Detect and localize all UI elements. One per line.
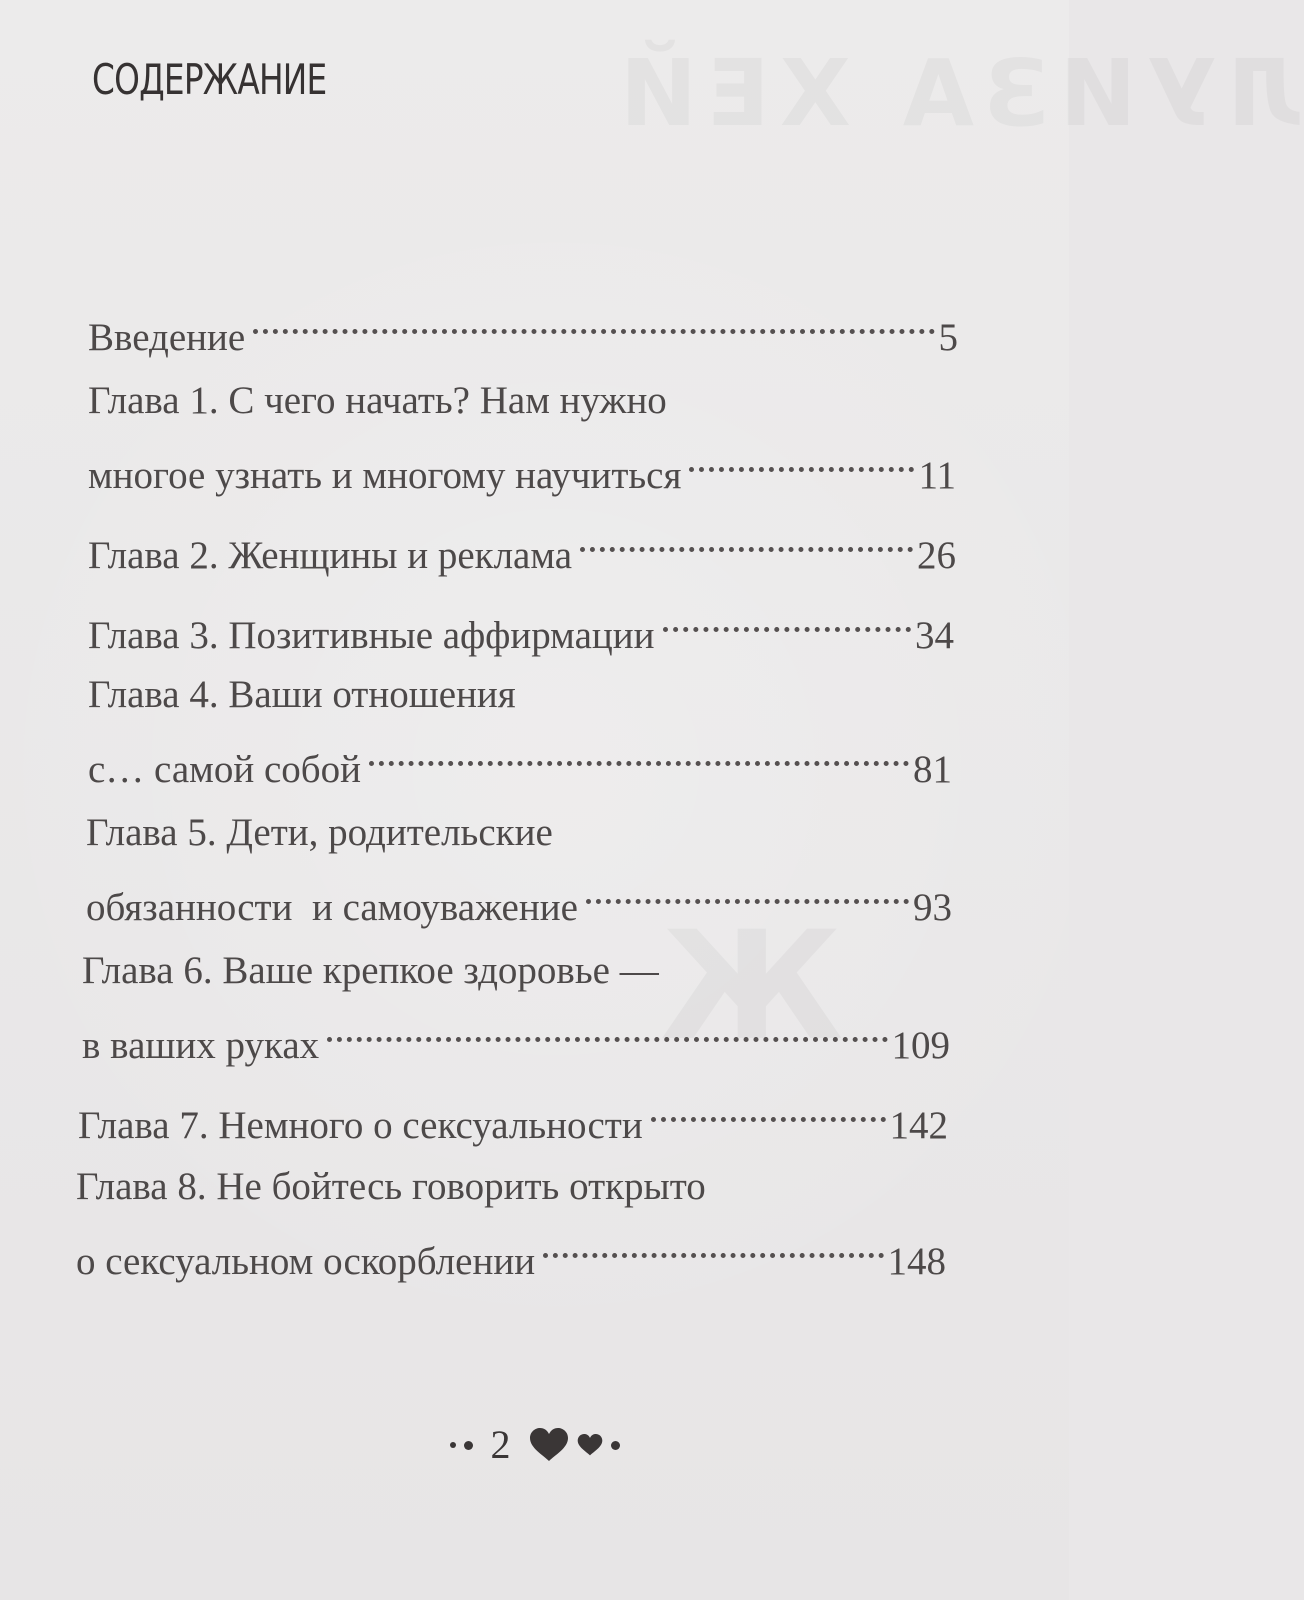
toc-page-number: 26 xyxy=(917,534,956,577)
toc-page-number: 142 xyxy=(889,1104,948,1147)
dot-leader xyxy=(663,590,912,648)
show-through-watermark-lower: Ж xyxy=(660,900,844,1074)
dot-leader xyxy=(651,1080,886,1138)
toc-entry-title-line-1: Глава 8. Не бойтесь говорить открыто xyxy=(76,1165,706,1208)
toc-entry-chapter-6[interactable] xyxy=(82,942,950,1075)
page-number: 2 xyxy=(490,1422,511,1467)
toc-page-number: 5 xyxy=(938,316,958,359)
toc-entry-title-line-2: с… самой собой xyxy=(88,748,361,791)
toc-entry-chapter-3[interactable] xyxy=(88,590,954,665)
toc-entry-chapter-1[interactable] xyxy=(88,372,956,505)
dot-leader xyxy=(369,724,909,782)
dot-leader xyxy=(253,292,934,350)
toc-entry-chapter-8[interactable] xyxy=(76,1158,946,1291)
toc-entry-title: Глава 2. Женщины и реклама xyxy=(88,534,573,577)
toc-page-number: 11 xyxy=(918,454,956,497)
toc-entry-introduction[interactable] xyxy=(88,292,958,367)
toc-entry-title-line-2: в ваших руках xyxy=(82,1024,320,1067)
dot-leader xyxy=(586,862,909,920)
toc-entry-title-line-1: Глава 6. Ваше крепкое здоровье — xyxy=(82,949,659,992)
dot-leader xyxy=(689,430,914,488)
toc-entry-title-line-2: многое узнать и многому научиться xyxy=(88,454,682,497)
page-title: СОДЕРЖАНИЕ xyxy=(92,55,327,104)
small-heart-icon xyxy=(577,1434,603,1456)
ornament-dot-icon xyxy=(464,1441,473,1450)
dot-leader xyxy=(580,510,913,568)
toc-entry-title: Введение xyxy=(88,316,246,359)
toc-entry-chapter-4[interactable] xyxy=(88,666,952,799)
page-footer xyxy=(0,1422,1069,1467)
toc-entry-title: Глава 7. Немного о сексуальности xyxy=(78,1104,643,1147)
toc-entry-chapter-5[interactable] xyxy=(86,804,952,937)
toc-entry-title-line-1: Глава 5. Дети, родительские xyxy=(86,811,553,854)
toc-entry-title-line-1: Глава 1. С чего начать? Нам нужно xyxy=(88,379,667,422)
show-through-watermark: ЛУИЗА ХЕЙ xyxy=(610,40,1304,147)
dot-leader xyxy=(543,1216,883,1274)
ornament-dot-icon xyxy=(450,1442,456,1448)
toc-page-number: 148 xyxy=(887,1240,946,1283)
ornament-dot-icon xyxy=(611,1441,620,1450)
dot-leader xyxy=(327,1000,887,1058)
heart-icon xyxy=(529,1428,569,1462)
toc-page-number: 109 xyxy=(891,1024,950,1067)
toc-page-number: 34 xyxy=(915,614,954,657)
toc-entry-title: Глава 3. Позитивные аффирмации xyxy=(88,614,655,657)
toc-entry-chapter-7[interactable] xyxy=(78,1080,948,1155)
toc-page-number: 81 xyxy=(913,748,952,791)
toc-page-number: 93 xyxy=(913,886,952,929)
toc-entry-title-line-2: о сексуальном оскорблении xyxy=(76,1240,536,1283)
toc-entry-title-line-2: обязанности и самоуважение xyxy=(86,886,578,929)
toc-entry-chapter-2[interactable] xyxy=(88,510,956,585)
toc-entry-title-line-1: Глава 4. Ваши отношения xyxy=(88,673,516,716)
